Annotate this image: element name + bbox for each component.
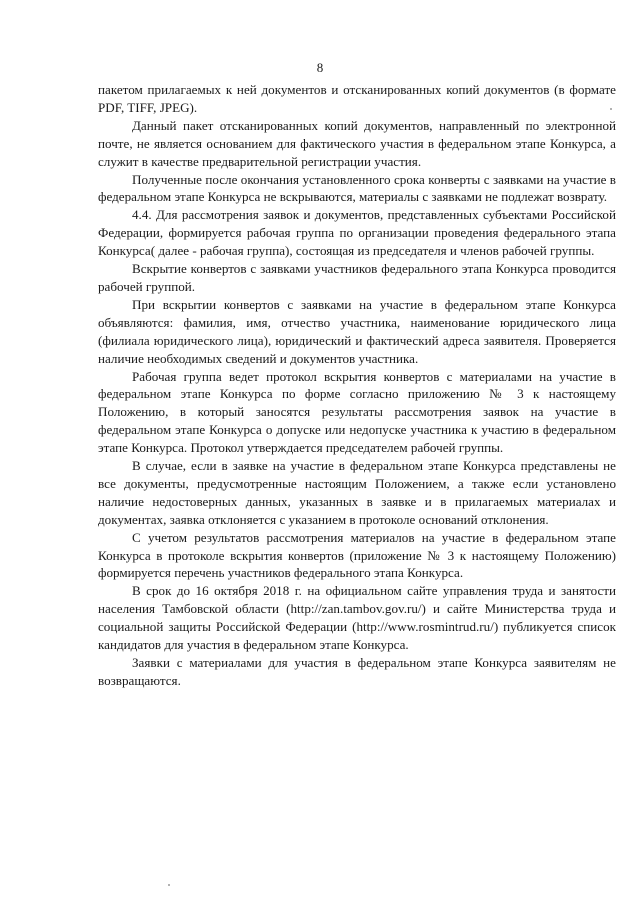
paragraph-9: С учетом результатов рассмотрения материалов на участие в федеральном этапе Конкурса в протоколе вскрытия конвертов (приложение № 3 к настоящему Положению) формируется перечень участников федерального этапа Конкурса. bbox=[98, 529, 616, 581]
paragraph-6: При вскрытии конвертов с заявками на участие в федеральном этапе Конкурса объявляются: фамилия, имя, отчество участника, наименование юридического лица (филиала юридического лица), юридический и фактический адреса заявителя. Проверяется наличие необходимых сведений и документов участника. bbox=[98, 296, 616, 366]
paragraph-11: Заявки с материалами для участия в федеральном этапе Конкурса заявителям не возвращаются. bbox=[98, 655, 616, 688]
scan-speck bbox=[610, 108, 612, 110]
paragraph-2: Данный пакет отсканированных копий документов, направленный по электронной почте, не является основанием для фактического участия в федеральном этапе Конкурса, а служит в качестве предварительной регистрации участия. bbox=[98, 117, 616, 169]
paragraph-10: В срок до 16 октября 2018 г. на официальном сайте управления труда и занятости населения Тамбовской области (http://zan.tambov.gov.ru/) и сайте Министерства труда и социальной защиты Российской Федерации (http://www.rosmintrud.ru/) публикуется список кандидатов для участия в федеральном этапе Конкурса. bbox=[98, 583, 616, 653]
body-text bbox=[98, 81, 616, 690]
paragraph-4: 4.4. Для рассмотрения заявок и документов, представленных субъектами Российской Федерации, формируется рабочая группа по организации проведения федерального этапа Конкурса( далее - рабочая группа), состоящая из председателя и членов рабочей группы. bbox=[98, 207, 616, 259]
paragraph-3: Полученные после окончания установленного срока конверты с заявками на участие в федеральном этапе Конкурса не вскрываются, материалы с заявками не подлежат возврату. bbox=[98, 171, 616, 205]
paragraph-8: В случае, если в заявке на участие в федеральном этапе Конкурса представлены не все документы, предусмотренные настоящим Положением, а также если установлено наличие недостоверных данных, указанных в заявке и в прилагаемых материалах и документах, заявка отклоняется с указанием в протоколе оснований отклонения. bbox=[98, 458, 616, 527]
paragraph-7: Рабочая группа ведет протокол вскрытия конвертов с материалами на участие в федеральном этапе Конкурса по форме согласно приложению № 3 к настоящему Положению, в который заносятся результаты рассмотрения заявок на участие в федеральном этапе Конкурса о допуске или недопуске участника к участию в федеральном этапе Конкурса. Протокол утверждается председателем рабочей группы. bbox=[98, 368, 616, 456]
paragraph-1: пакетом прилагаемых к ней документов и отсканированных копий документов (в формате PDF, TIFF, JPEG). bbox=[98, 82, 616, 115]
scan-speck bbox=[168, 884, 170, 886]
page-number: 8 bbox=[316, 60, 324, 75]
paragraph-5: Вскрытие конвертов с заявками участников федерального этапа Конкурса проводится рабочей группой. bbox=[98, 261, 616, 294]
